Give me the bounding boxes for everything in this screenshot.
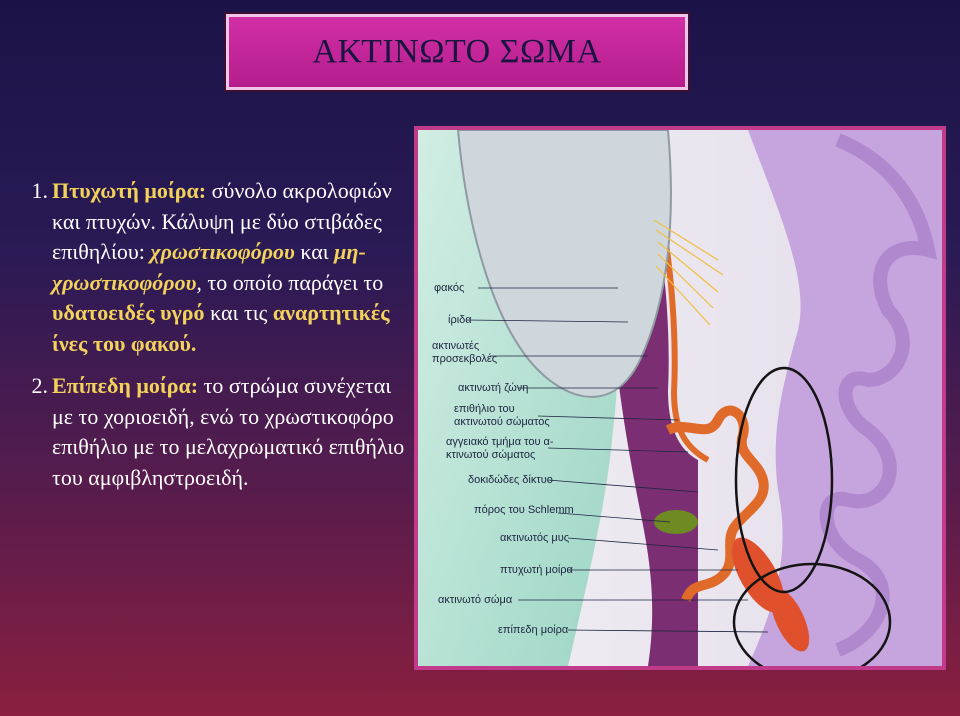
text-segment: και τις (204, 300, 273, 325)
text-content (14, 176, 414, 493)
text-segment: Επίπεδη μοίρα: (52, 373, 199, 398)
label-mys: ακτινωτός μυς (500, 532, 570, 544)
text-segment: και (294, 239, 335, 264)
item-number: 1. (31, 178, 48, 203)
text-segment: υδατοειδές υγρό (52, 300, 205, 325)
anatomy-illustration (418, 130, 942, 666)
label-epipedi: επίπεδη μοίρα (498, 624, 569, 636)
item-body (52, 371, 414, 493)
list-item-1 (14, 176, 414, 359)
label-irida: ίριδα (448, 314, 472, 326)
label-aktinotes-prosekvoles: ακτινωτές προσεκβολές (432, 340, 498, 365)
text-segment: το στρώμα συνέχεται με το χοριοειδή, ενώ το χρωστικοφόρο επιθήλιο με το μελαχρωματικό επιθήλιο του αμφιβληστροειδή. (52, 373, 405, 490)
slide-title: ΑΚΤΙΝΩΤΟ ΣΩΜΑ (312, 33, 602, 70)
label-angeiako: αγγειακό τμήμα του α- κτινωτού σώματος (446, 436, 554, 461)
list-item-2 (14, 371, 414, 493)
text-segment: χρωστικοφόρου (150, 239, 295, 264)
label-ptychoti: πτυχωτή μοίρα (500, 564, 573, 576)
item-number: 2. (31, 373, 48, 398)
label-fakos: φακός (434, 282, 465, 294)
slide-title-box (226, 14, 688, 90)
label-soma: ακτινωτό σώμα (438, 594, 513, 606)
text-segment: Πτυχωτή μοίρα: (52, 178, 207, 203)
label-dokidodes: δοκιδώδες δίκτυο (468, 474, 553, 486)
text-segment: αναρτητικές ίνες του φακού. (52, 300, 390, 356)
label-epithilio: επιθήλιο του ακτινωτού σώματος (454, 403, 550, 428)
schlemm-canal (654, 510, 698, 534)
text-segment: , το οποίο παράγει το (196, 269, 384, 295)
label-poros: πόρος του Schlemm (474, 504, 574, 516)
label-aktinoti-zoni: ακτινωτή ζώνη (458, 382, 529, 394)
item-body (52, 176, 414, 359)
text-segment: μη-χρωστικοφόρου (52, 239, 366, 295)
ciliary-body-diagram (414, 126, 946, 670)
text-segment: σύνολο ακρολοφιών και πτυχών. Κάλυψη με δύο στιβάδες επιθηλίου: (52, 178, 392, 264)
